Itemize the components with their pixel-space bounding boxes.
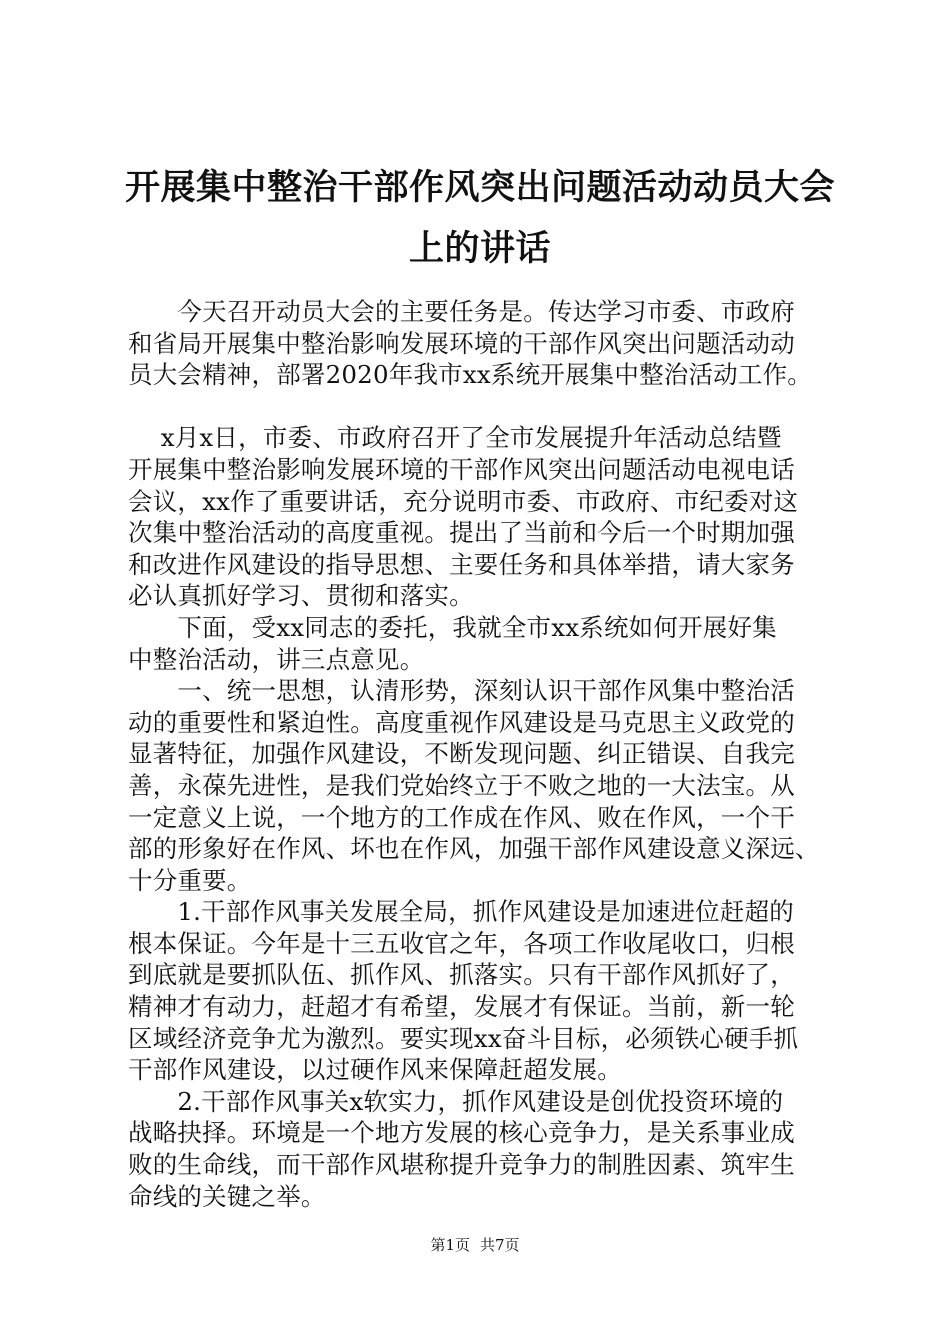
paragraph-3: [128, 612, 848, 675]
paragraph-line: 精神才有动力，赶超才有希望，发展才有保证。当前，新一轮: [128, 992, 795, 1022]
paragraph-line: 下面，受xx同志的委托，我就全市xx系统如何开展好集: [128, 612, 777, 642]
page-number: 第1页: [430, 1236, 470, 1254]
paragraph-line: 会议，xx作了重要讲话，充分说明市委、市政府、市纪委对这: [128, 486, 799, 516]
page-total: 共7页: [480, 1236, 520, 1254]
paragraph-line: 必认真抓好学习、贯彻和落实。: [128, 581, 474, 611]
paragraph-line: 败的生命线，而干部作风堪称提升竞争力的制胜因素、筑牢生: [128, 1150, 795, 1180]
page-footer: [0, 1235, 950, 1255]
paragraph-gap: [128, 391, 848, 423]
paragraph-line: 员大会精神，部署2020年我市xx系统开展集中整治活动工作。: [128, 360, 812, 390]
paragraph-line: 根本保证。今年是十三五收官之年，各项工作收尾收口，归根: [128, 928, 795, 958]
paragraph-line: 到底就是要抓队伍、抓作风、抓落实。只有干部作风抓好了，: [128, 960, 795, 990]
paragraph-line: 区域经济竞争尤为激烈。要实现xx奋斗目标，必须铁心硬手抓: [128, 1023, 799, 1053]
paragraph-5: [128, 896, 848, 1086]
paragraph-line: 和省局开展集中整治影响发展环境的干部作风突出问题活动动: [128, 328, 795, 358]
paragraph-1: [128, 296, 848, 391]
paragraph-line: 一定意义上说，一个地方的工作成在作风、败在作风，一个干: [128, 802, 795, 832]
title-line-2: 上的讲话: [408, 229, 551, 269]
paragraph-line: 命线的关键之举。: [128, 1181, 326, 1211]
paragraph-line: 次集中整治活动的高度重视。提出了当前和今后一个时期加强: [128, 518, 795, 548]
paragraph-line: 开展集中整治影响发展环境的干部作风突出问题活动电视电话: [128, 454, 795, 484]
paragraph-line: 十分重要。: [128, 865, 252, 895]
paragraph-line: 战略抉择。环境是一个地方发展的核心竞争力，是关系事业成: [128, 1118, 795, 1148]
paragraph-line: x月x日，市委、市政府召开了全市发展提升年活动总结暨: [128, 423, 782, 453]
document-title: [110, 158, 850, 280]
paragraph-line: 善，永葆先进性，是我们党始终立于不败之地的一大法宝。从: [128, 770, 795, 800]
paragraph-line: 1.干部作风事关发展全局，抓作风建设是加速进位赶超的: [128, 897, 794, 927]
paragraph-line: 一、统一思想，认清形势，深刻认识干部作风集中整治活: [128, 676, 795, 706]
paragraph-2: [128, 422, 848, 612]
paragraph-line: 动的重要性和紧迫性。高度重视作风建设是马克思主义政党的: [128, 707, 795, 737]
paragraph-line: 干部作风建设，以过硬作风来保障赶超发展。: [128, 1055, 622, 1085]
paragraph-line: 2.干部作风事关x软实力，抓作风建设是创优投资环境的: [128, 1086, 784, 1116]
paragraph-4: [128, 675, 848, 896]
paragraph-line: 显著特征，加强作风建设，不断发现问题、纠正错误、自我完: [128, 739, 795, 769]
paragraph-6: [128, 1086, 848, 1212]
paragraph-line: 和改进作风建设的指导思想、主要任务和具体举措，请大家务: [128, 549, 795, 579]
paragraph-line: 今天召开动员大会的主要任务是。传达学习市委、市政府: [128, 297, 795, 326]
document-body: [128, 296, 848, 1212]
title-line-1: 开展集中整治干部作风突出问题活动动员大会: [124, 168, 835, 208]
paragraph-line: 部的形象好在作风、坏也在作风，加强干部作风建设意义深远、: [128, 834, 820, 864]
paragraph-line: 中整治活动，讲三点意见。: [128, 644, 425, 674]
